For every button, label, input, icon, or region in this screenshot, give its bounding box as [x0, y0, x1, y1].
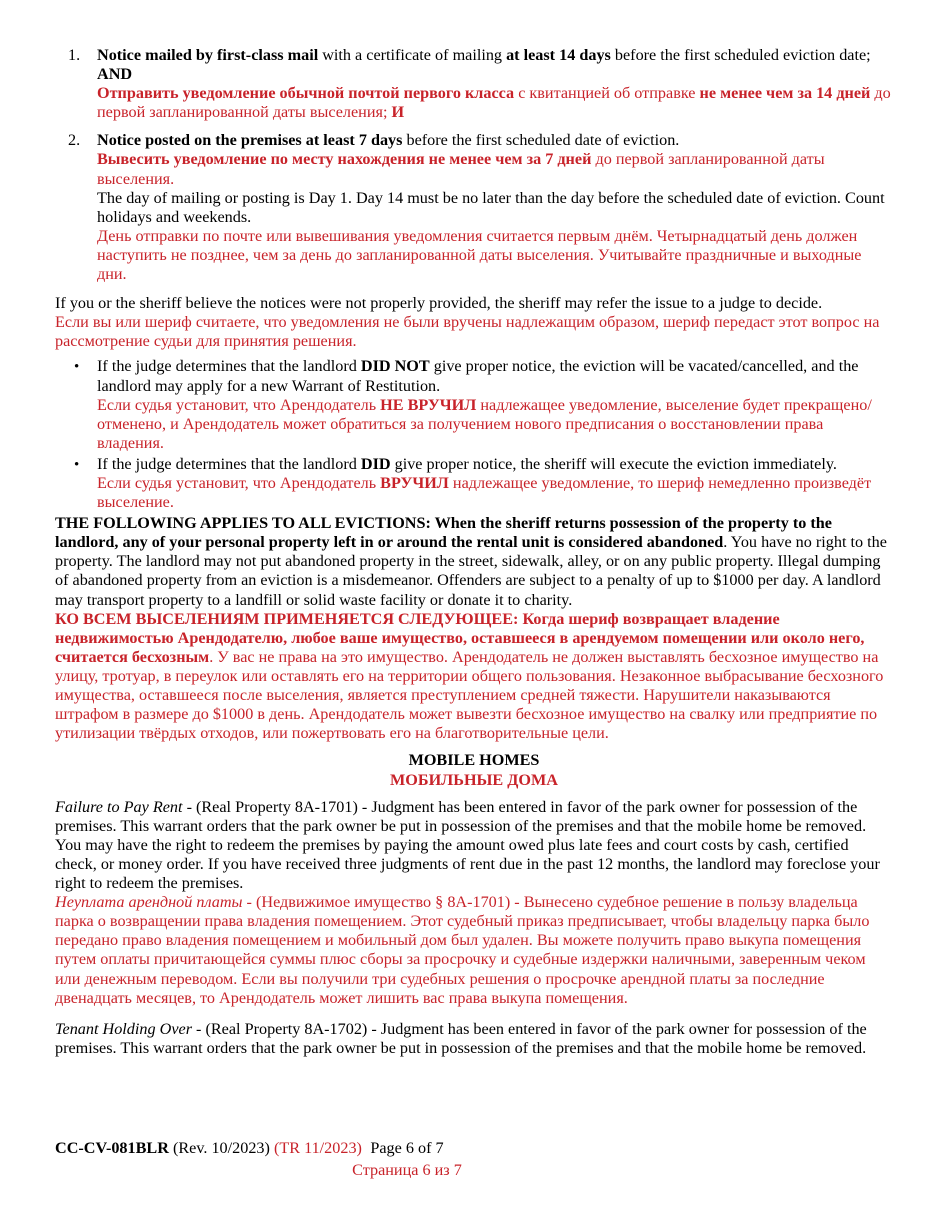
- paragraph-ru: [55, 893, 893, 1008]
- text-segment: Отправить уведомление обычной почтой первого класса: [97, 84, 515, 103]
- section-heading-mobile-homes: [55, 750, 893, 790]
- footer-translation-revision: (TR 11/2023): [273, 1139, 362, 1157]
- footer-page-number-ru: Страница 6 из 7: [352, 1160, 462, 1179]
- text-segment: КО ВСЕМ ВЫСЕЛЕНИЯМ ПРИМЕНЯЕТСЯ СЛЕДУЮЩЕЕ: Когда шериф возвращает владение недвижимостью Арендодателю, любое ваше имущество, оставшееся в арендуемом помещении или около него, считается бесхозным: [55, 609, 865, 666]
- list-item-body: [97, 131, 893, 284]
- paragraph-ru: [55, 610, 893, 744]
- footer-revision: (Rev. 10/2023): [168, 1139, 274, 1157]
- text-segment: If the judge determines that the landlord: [97, 357, 361, 376]
- paragraph-ru: [97, 227, 893, 284]
- text-segment: before the first scheduled date of eviction.: [402, 131, 680, 150]
- paragraph-en: [97, 189, 893, 227]
- bullet-item-body: [97, 357, 893, 452]
- text-segment: give proper notice, the sheriff will execute the eviction immediately.: [390, 454, 837, 473]
- text-segment: - (Real Property 8A-1702) - Judgment has been entered in favor of the park owner for possession of the premises. This warrant orders that the park owner be put in possession of the premises and that the mobile home be removed.: [55, 1019, 867, 1057]
- paragraph-ru: [55, 313, 893, 351]
- text-segment: with a certificate of mailing: [318, 46, 507, 64]
- text-segment: НЕ ВРУЧИЛ: [380, 395, 477, 414]
- text-segment: Failure to Pay Rent: [55, 797, 183, 816]
- text-segment: Вывесить уведомление по месту нахождения не менее чем за 7 дней: [97, 150, 592, 169]
- heading-mobile-homes-ru: МОБИЛЬНЫЕ ДОМА: [390, 771, 558, 790]
- text-segment: Если вы или шериф считаете, что уведомления не были вручены надлежащим образом, шериф передаст этот вопрос на рассмотрение судьи для принятия решения.: [55, 313, 880, 351]
- paragraph-en: [97, 131, 893, 150]
- judge-determination-list: [55, 357, 893, 512]
- text-segment: The day of mailing or posting is Day 1. Day 14 must be no later than the day before the scheduled date of eviction. Count holidays and weekends.: [97, 188, 885, 226]
- list-item-body: [97, 46, 893, 122]
- text-segment: ВРУЧИЛ: [380, 473, 449, 492]
- text-segment: с квитанцией об отправке: [514, 84, 700, 103]
- footer-page-number-en: Page 6 of 7: [370, 1139, 444, 1157]
- para-sheriff-referral: [55, 294, 893, 351]
- text-segment: . You have no right to the property. The landlord may not put abandoned property in the street, sidewalk, alley, or on any public property. Illegal dumping of abandoned property from an eviction is a misdemeanor. Offenders are subject to a penalty of up to $1000 per day. A landlord may transport property to a landfill or solid waste facility or donate it to charity.: [55, 533, 887, 609]
- text-segment: до первой запланированной даты выселения;: [97, 84, 891, 122]
- text-segment: Если судья установит, что Арендодатель: [97, 395, 381, 414]
- text-segment: надлежащее уведомление, выселение будет прекращено/отменено, и Арендодатель может обратиться за получением нового предписания о восстановлении права владения.: [97, 395, 872, 452]
- list-item-number: 1.: [68, 46, 81, 64]
- footer-form-number: CC-CV-081BLR: [55, 1139, 169, 1157]
- paragraph-ru: [97, 396, 893, 453]
- text-segment: Если судья установит, что Арендодатель: [97, 473, 381, 492]
- text-segment: DID: [360, 454, 391, 473]
- paragraph-en: [97, 455, 893, 474]
- document-content: [55, 46, 893, 1058]
- text-segment: Notice mailed by first-class mail: [97, 46, 319, 64]
- text-segment: Неуплата арендной платы: [55, 893, 243, 912]
- paragraph-ru: [97, 84, 893, 122]
- text-segment: AND: [97, 65, 133, 84]
- text-segment: give proper notice, the eviction will be vacated/cancelled, and the landlord may apply for a new Warrant of Restitution.: [97, 357, 859, 395]
- text-segment: - (Real Property 8A-1701) - Judgment has been entered in favor of the park owner for possession of the premises. This warrant orders that the park owner be put in possession of the premises and that the mobile home be removed. You may have the right to redeem the premises by paying the amount owed plus late fees and court costs by cash, certified check, or money order. If you have received three judgments of rent due in the past 12 months, the landlord may foreclose your right to redeem the premises.: [55, 797, 880, 893]
- paragraph-ru: [97, 150, 893, 188]
- list-item-notice-mailed: [55, 46, 893, 122]
- text-segment: не менее чем за 14 дней: [699, 84, 871, 103]
- paragraph-ru: [97, 474, 893, 512]
- list-item-number: 2.: [68, 131, 81, 150]
- paragraph-en: [55, 514, 893, 609]
- paragraph-en: [55, 798, 893, 893]
- para-all-evictions: [55, 514, 893, 743]
- text-segment: If the judge determines that the landlord: [97, 454, 361, 473]
- paragraph-en: [55, 1020, 893, 1058]
- footer-page-number: [267, 1138, 547, 1181]
- text-segment: before the first scheduled eviction date;: [610, 46, 871, 64]
- text-segment: до первой запланированной даты выселения.: [97, 150, 825, 188]
- bullet-icon: [55, 455, 97, 512]
- bullet-item-did-notice: [55, 455, 893, 512]
- text-segment: THE FOLLOWING APPLIES TO ALL EVICTIONS: When the sheriff returns possession of the property to the landlord, any of your personal property left in or around the rental unit is considered abandoned: [55, 514, 832, 552]
- paragraph-en: [97, 357, 893, 395]
- text-segment: . У вас не права на это имущество. Арендодатель не должен выставлять бесхозное имущество на улицу, тротуар, в переулок или оставлять его на территории общего пользования. Незаконное выбрасывание бесхозного имущества, оставшееся после выселения, является преступлением средней тяжести. Нарушители наказываются штрафом в размере до $1000 в день. Арендодатель может вывезти бесхозное имущество на свалку или предприятие по утилизации твёрдых отходов, или пожертвовать его на благотворительные цели.: [55, 647, 884, 743]
- para-failure-to-pay-rent: [55, 798, 893, 1008]
- paragraph-en: [55, 294, 893, 313]
- bullet-item-body: [97, 455, 893, 512]
- paragraph-en: [97, 46, 893, 84]
- bullet-item-did-not-notice: [55, 357, 893, 452]
- text-segment: at least 14 days: [506, 46, 611, 64]
- notice-method-list: [55, 46, 893, 284]
- text-segment: надлежащее уведомление, то шериф немедленно произведёт выселение.: [97, 473, 872, 512]
- bullet-icon: [55, 357, 97, 452]
- text-segment: И: [391, 103, 405, 122]
- text-segment: DID NOT: [360, 357, 430, 376]
- text-segment: - (Недвижимое имущество § 8A-1701) - Вынесено судебное решение в пользу владельца парка о возвращении права владения помещением. Этот судебный приказ предписывает, чтобы владельцу парка было передано право владения помещением и мобильный дом был удален. Вы можете получить право выкупа помещения путем оплаты причитающейся суммы плюс сборы за просрочку и судебные издержки наличными, заверенным чеком или денежным переводом. Если вы получили три судебных решения о просрочке арендной платы за последние двенадцать месяцев, то Арендодатель может лишить вас права выкупа помещения.: [55, 893, 870, 1007]
- text-segment: Tenant Holding Over: [55, 1019, 192, 1038]
- text-segment: If you or the sheriff believe the notices were not properly provided, the sheriff may refer the issue to a judge to decide.: [55, 294, 823, 313]
- heading-mobile-homes-en: MOBILE HOMES: [408, 751, 540, 770]
- text-segment: День отправки по почте или вывешивания уведомления считается первым днём. Четырнадцатый день должен наступить не позднее, чем за день до запланированной даты выселения. Учитывайте праздничные и выходные дни.: [97, 226, 862, 284]
- list-item-notice-posted: [55, 131, 893, 284]
- para-tenant-holding-over: [55, 1020, 893, 1058]
- text-segment: Notice posted on the premises at least 7 days: [97, 131, 403, 150]
